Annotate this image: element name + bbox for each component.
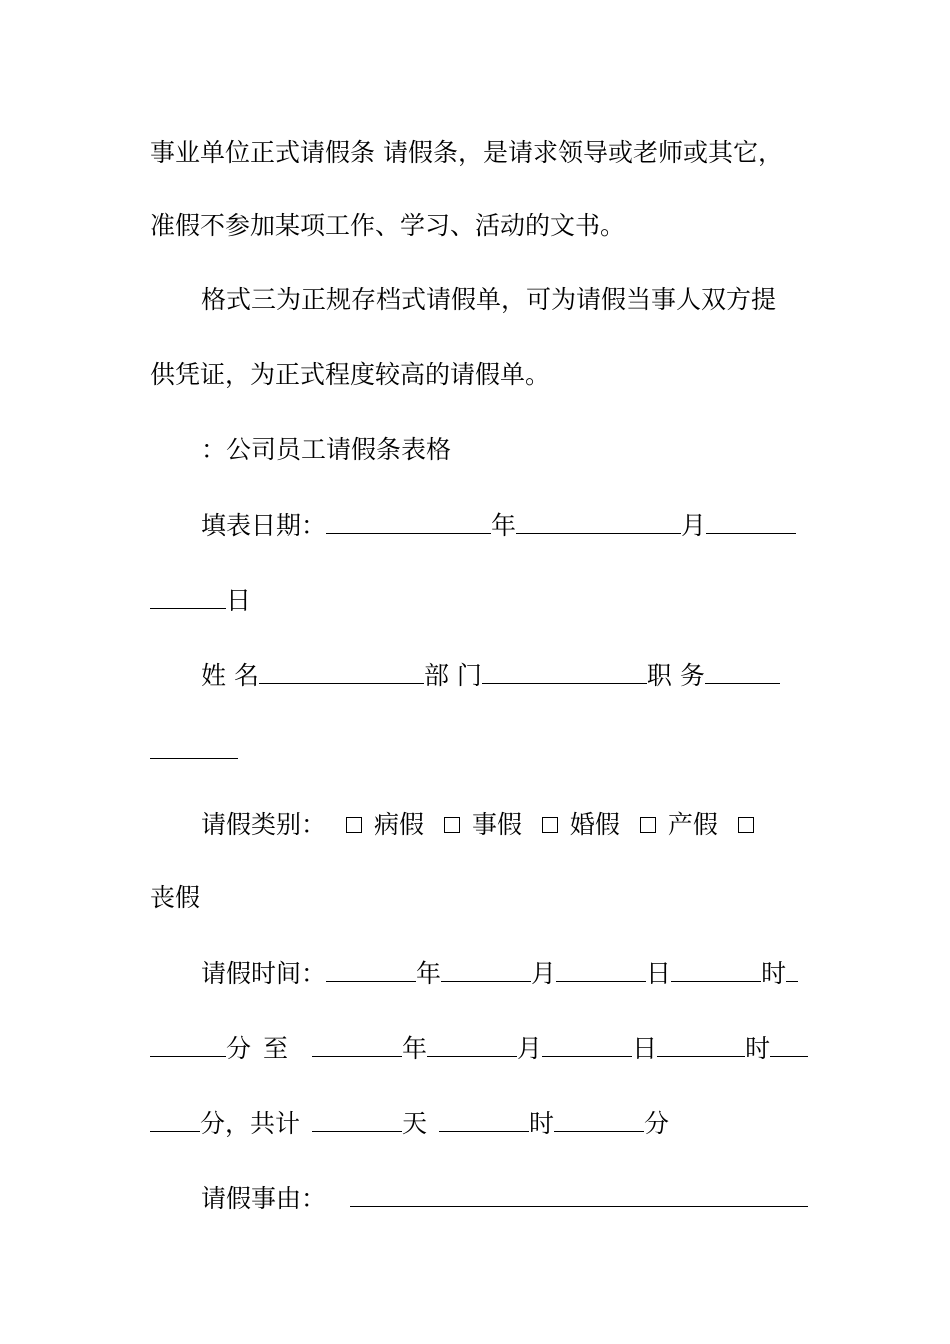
- end-hour-label: 时: [745, 1034, 771, 1063]
- leave-type-row: [201, 807, 801, 843]
- position-blank-part1[interactable]: [705, 657, 780, 684]
- start-minute-label: 分: [226, 1034, 252, 1063]
- start-minute-blank-part2[interactable]: [150, 1030, 226, 1057]
- total-minutes-blank[interactable]: [554, 1105, 644, 1132]
- fill-date-row: [201, 507, 801, 543]
- marriage-leave-checkbox[interactable]: [542, 817, 558, 833]
- start-month-label: 月: [531, 959, 557, 988]
- total-days-blank[interactable]: [312, 1105, 402, 1132]
- bereavement-leave-label: 丧假: [150, 883, 201, 912]
- end-year-label: 年: [402, 1034, 428, 1063]
- sick-leave-checkbox[interactable]: [346, 817, 362, 833]
- start-minute-blank-part1[interactable]: [786, 955, 798, 982]
- name-label: 姓 名: [201, 661, 259, 690]
- maternity-leave-label: 产假: [667, 810, 718, 839]
- fill-date-row-cont: [150, 582, 800, 618]
- paragraph-intro-line2: 准假不参加某项工作、学习、活动的文书。: [150, 211, 626, 240]
- end-day-label: 日: [632, 1034, 658, 1063]
- end-hour-blank[interactable]: [657, 1030, 745, 1057]
- reason-label: 请假事由：: [201, 1184, 327, 1213]
- start-day-blank[interactable]: [556, 955, 646, 982]
- end-day-blank[interactable]: [542, 1030, 632, 1057]
- personal-info-row-cont: [150, 732, 800, 768]
- leave-type-label: 请假类别：: [201, 810, 327, 839]
- start-month-blank[interactable]: [441, 955, 531, 982]
- fill-day-blank-part1[interactable]: [706, 507, 796, 534]
- start-hour-label: 时: [761, 959, 787, 988]
- minute-total-label: 分，共计: [200, 1109, 301, 1138]
- start-day-label: 日: [646, 959, 672, 988]
- dept-blank[interactable]: [482, 657, 647, 684]
- personal-leave-label: 事假: [471, 810, 522, 839]
- reason-blank[interactable]: [350, 1180, 808, 1207]
- end-month-label: 月: [517, 1034, 543, 1063]
- hours-label: 时: [529, 1109, 555, 1138]
- start-hour-blank[interactable]: [671, 955, 761, 982]
- leave-time-row-cont: [150, 1030, 800, 1066]
- end-minute-blank-part2[interactable]: [150, 1105, 200, 1132]
- leave-time-label: 请假时间：: [201, 959, 327, 988]
- marriage-leave-label: 婚假: [569, 810, 620, 839]
- day-label: 日: [226, 586, 252, 615]
- reason-row: [201, 1180, 801, 1216]
- fill-day-blank-part2[interactable]: [150, 582, 226, 609]
- fill-year-blank[interactable]: [326, 507, 491, 534]
- dept-label: 部 门: [423, 661, 482, 690]
- year-label: 年: [491, 511, 517, 540]
- name-blank[interactable]: [259, 657, 424, 684]
- maternity-leave-checkbox[interactable]: [640, 817, 656, 833]
- personal-info-row: [201, 657, 801, 693]
- paragraph-format-line1: 格式三为正规存档式请假单，可为请假当事人双方提: [201, 285, 777, 314]
- start-year-label: 年: [416, 959, 442, 988]
- fill-month-blank[interactable]: [516, 507, 681, 534]
- paragraph-intro-line1: 事业单位正式请假条 请假条，是请求领导或老师或其它，: [150, 138, 783, 167]
- to-label: 至: [263, 1034, 289, 1063]
- leave-time-row: [201, 955, 801, 991]
- total-hours-blank[interactable]: [439, 1105, 529, 1132]
- fill-date-label: 填表日期：: [201, 511, 327, 540]
- position-blank-part2[interactable]: [150, 732, 238, 759]
- minutes-label: 分: [644, 1109, 670, 1138]
- section-heading: ：公司员工请假条表格: [201, 435, 452, 464]
- leave-type-row-cont: [150, 880, 800, 916]
- end-month-blank[interactable]: [427, 1030, 517, 1057]
- start-year-blank[interactable]: [326, 955, 416, 982]
- month-label: 月: [681, 511, 707, 540]
- bereavement-leave-checkbox[interactable]: [738, 817, 754, 833]
- paragraph-format-line2: 供凭证，为正式程度较高的请假单。: [150, 360, 551, 389]
- personal-leave-checkbox[interactable]: [444, 817, 460, 833]
- leave-total-row: [150, 1105, 800, 1141]
- sick-leave-label: 病假: [373, 810, 424, 839]
- end-year-blank[interactable]: [312, 1030, 402, 1057]
- position-label: 职 务: [646, 661, 705, 690]
- end-minute-blank-part1[interactable]: [770, 1030, 808, 1057]
- days-label: 天: [402, 1109, 428, 1138]
